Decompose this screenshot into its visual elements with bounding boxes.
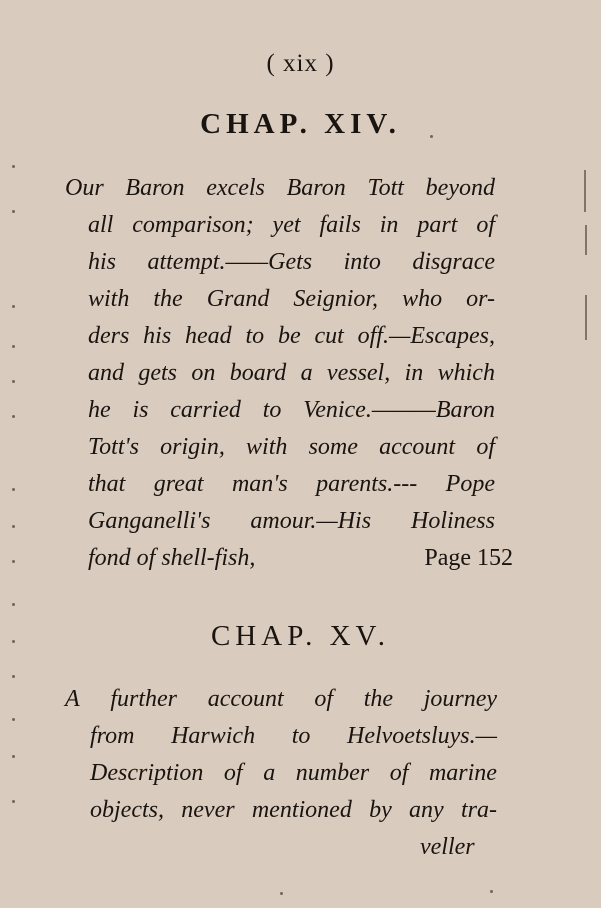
word: objects,	[90, 797, 164, 823]
word: Venice.———Baron	[303, 397, 495, 423]
summary-line	[88, 207, 495, 244]
word: cut	[314, 323, 344, 349]
word: that	[88, 471, 126, 497]
summary-line	[88, 318, 495, 355]
word: board	[229, 360, 287, 386]
word: in	[404, 360, 424, 386]
word: Holiness	[410, 508, 495, 534]
word: account	[207, 686, 284, 712]
word: man's	[231, 471, 288, 497]
scan-speck	[12, 755, 15, 758]
word: mentioned	[251, 797, 352, 823]
word: Tott	[367, 175, 404, 201]
word: a	[300, 360, 313, 386]
word: A	[65, 686, 80, 712]
scan-speck	[12, 380, 15, 383]
word: some	[308, 434, 358, 460]
word: beyond	[425, 175, 495, 201]
word: of	[476, 212, 495, 238]
word: be	[278, 323, 301, 349]
summary-line	[88, 244, 495, 281]
word: Helvoetsluys.—	[347, 723, 497, 749]
summary-line	[65, 170, 495, 207]
word: and	[88, 360, 124, 386]
word: Seignior,	[293, 286, 379, 312]
summary-line	[88, 466, 495, 503]
word: which	[437, 360, 495, 386]
page-reference: Page 152	[424, 545, 513, 571]
word: from	[90, 723, 135, 749]
summary-line	[90, 718, 497, 755]
scan-speck	[12, 210, 15, 213]
word: journey	[423, 686, 497, 712]
scan-speck	[430, 135, 433, 138]
summary-line: veller	[420, 834, 475, 860]
word: into	[343, 249, 381, 275]
summary-line	[90, 755, 497, 792]
scan-speck	[280, 892, 283, 895]
word: further	[110, 686, 178, 712]
summary-line	[88, 503, 495, 540]
word: with	[88, 286, 130, 312]
page-number: ( xix )	[266, 50, 335, 77]
word: his	[88, 249, 117, 275]
word: his	[143, 323, 172, 349]
word: is	[132, 397, 149, 423]
word: of	[314, 686, 334, 712]
scan-speck	[12, 560, 15, 563]
word: a	[263, 760, 276, 786]
scan-mark	[585, 295, 587, 340]
word: fails	[319, 212, 361, 238]
summary-line	[88, 355, 495, 392]
word: account	[379, 434, 456, 460]
word: he	[88, 397, 111, 423]
scan-mark	[585, 225, 587, 255]
word: comparison;	[132, 212, 254, 238]
scan-speck	[12, 525, 15, 528]
summary-line	[88, 392, 495, 429]
word: Tott's	[88, 434, 139, 460]
scan-speck	[12, 165, 15, 168]
word: part	[417, 212, 458, 238]
word: disgrace	[412, 249, 495, 275]
word: Description	[90, 760, 204, 786]
word: ders	[88, 323, 130, 349]
scan-speck	[12, 800, 15, 803]
scan-speck	[12, 675, 15, 678]
word: Harwich	[171, 723, 256, 749]
word: attempt.——Gets	[147, 249, 313, 275]
word: the	[363, 686, 394, 712]
word: excels	[206, 175, 265, 201]
word: to	[245, 323, 265, 349]
word: who	[402, 286, 443, 312]
word: Baron	[286, 175, 346, 201]
word: the	[153, 286, 183, 312]
word: or-	[466, 286, 495, 312]
word: Pope	[445, 471, 495, 497]
word: yet	[272, 212, 301, 238]
word: Baron	[125, 175, 185, 201]
summary-line	[90, 792, 497, 829]
scan-speck	[12, 488, 15, 491]
summary-line	[65, 681, 497, 718]
word: on	[191, 360, 216, 386]
word: parents.---	[316, 471, 418, 497]
word: gets	[138, 360, 178, 386]
word: head	[185, 323, 232, 349]
summary-line	[88, 429, 495, 466]
word: never	[181, 797, 235, 823]
word: vessel,	[326, 360, 391, 386]
word: number	[295, 760, 370, 786]
chapter-heading-xv: CHAP. XV.	[210, 620, 391, 652]
word: by	[369, 797, 392, 823]
word: off.—Escapes,	[357, 323, 495, 349]
word: Our	[65, 175, 104, 201]
scan-speck	[12, 603, 15, 606]
summary-line: fond of shell-fish,	[88, 545, 256, 571]
word: in	[379, 212, 399, 238]
word: Grand	[206, 286, 270, 312]
scan-speck	[12, 718, 15, 721]
word: to	[262, 397, 282, 423]
word: tra-	[460, 797, 497, 823]
word: of	[389, 760, 409, 786]
word: Ganganelli's	[88, 508, 211, 534]
word: amour.—His	[250, 508, 372, 534]
word: all	[88, 212, 114, 238]
summary-line	[88, 281, 495, 318]
word: with	[246, 434, 288, 460]
word: any	[409, 797, 444, 823]
scan-speck	[12, 640, 15, 643]
word: to	[291, 723, 311, 749]
scan-speck	[490, 890, 493, 893]
scan-speck	[12, 305, 15, 308]
word: great	[153, 471, 204, 497]
scan-speck	[12, 415, 15, 418]
scan-mark	[584, 170, 586, 212]
word: carried	[170, 397, 241, 423]
word: origin,	[160, 434, 225, 460]
word: of	[476, 434, 495, 460]
word: marine	[428, 760, 497, 786]
word: of	[223, 760, 243, 786]
scan-speck	[12, 345, 15, 348]
chapter-heading-xiv: CHAP. XIV.	[200, 108, 401, 140]
